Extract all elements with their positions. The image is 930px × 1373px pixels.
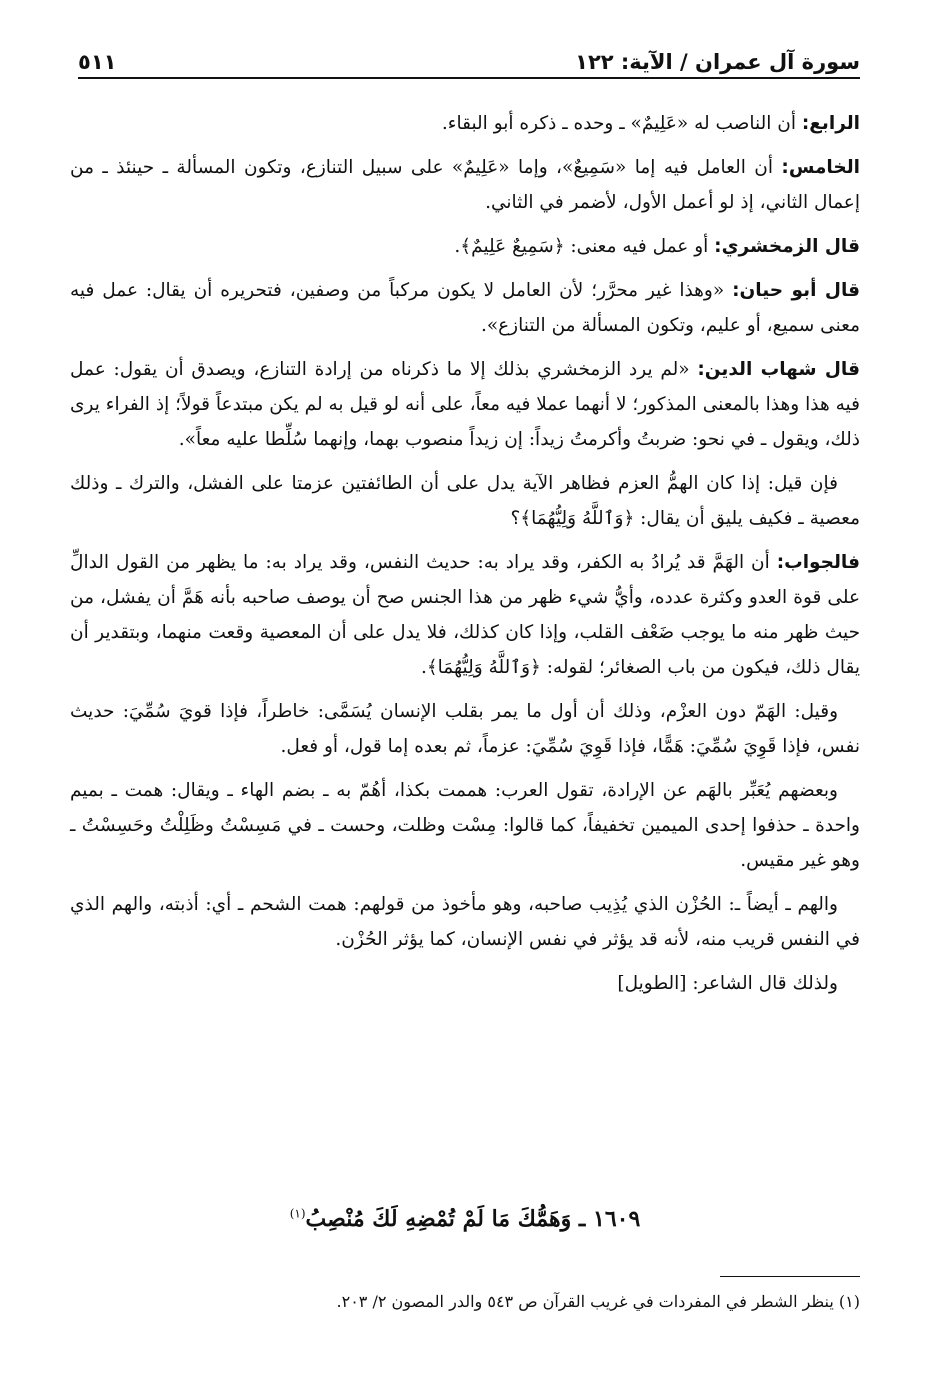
paragraph <box>70 773 860 878</box>
paragraph <box>70 966 860 1001</box>
paragraph-text: أو عمل فيه معنى: ﴿سَمِيعٌ عَلِيمٌ﴾. <box>454 236 715 257</box>
paragraph <box>70 466 860 536</box>
paragraph-text: وبعضهم يُعَبِّر بالهَم عن الإرادة، تقول العرب: هممت بكذا، أهُمّ به ـ بضم الهاء ـ ويقال: همت ـ بميم واحدة ـ حذفوا إحدى الميمين تخفيفاً، كما قالوا: مِسْت وظلت، وحست ـ في مَسِسْتُ وظَلِلْتُ وحَسِسْتُ ـ وهو غير مقيس. <box>70 780 860 871</box>
paragraph <box>70 887 860 957</box>
paragraph <box>70 273 860 343</box>
paragraph-text: فإن قيل: إذا كان الهمُّ العزم فظاهر الآية يدل على أن الطائفتين عزمتا على الفشل، والترك ـ وذلك معصية ـ فكيف يليق أن يقال: ﴿وَٱللَّهُ وَلِيُّهُمَا﴾؟ <box>70 473 860 529</box>
paragraph-lead: قال أبو حيان: <box>732 280 861 301</box>
paragraph-text: «وهذا غير محرَّر؛ لأن العامل لا يكون مركباً من وصفين، فتحريره أن يقال: عمل فيه معنى سميع، أو عليم، وتكون المسألة من التنازع». <box>70 280 860 336</box>
paragraph <box>70 545 860 685</box>
poetry-verse <box>70 1206 860 1232</box>
paragraph <box>70 694 860 764</box>
main-text <box>70 106 860 1010</box>
footnote-divider <box>720 1276 860 1277</box>
paragraph <box>70 352 860 457</box>
paragraph-text: أن الهَمَّ قد يُرادُ به الكفر، وقد يراد به: حديث النفس، وقد يراد به: ما يظهر من القول الدالِّ على قوة العدو وكثرة عدده، وأيُّ شيء ظهر من هذا الجنس صح أن يوصف صاحبه بأنه هَمَّ أن يفشل، من حيث ظهر منه ما يوجب ضَعْف القلب، وإذا كان كذلك، فلا يدل على أن المعصية وقعت منهما، وبتقدير أن يقال ذلك، فيكون من باب الصغائر؛ لقوله: ﴿وَٱللَّهُ وَلِيُّهُمَا﴾. <box>70 552 860 678</box>
paragraph-text: وقيل: الهَمّ دون العزْم، وذلك أن أول ما يمر بقلب الإنسان يُسَمَّى: خاطراً، فإذا قويَ سُمِّيَ: حديث نفس، فإذا قَوِيَ سُمِّيَ: هَمًّا، فإذا قَوِيَ سُمِّيَ: عزماً، ثم بعده إما قول، أو فعل. <box>70 701 860 757</box>
paragraph-text: أن العامل فيه إما «سَمِيعٌ»، وإما «عَلِيمٌ» على سبيل التنازع، وتكون المسألة ـ حينئذ ـ من إعمال الثاني، إذ لو أعمل الأول، لأضمر في الثاني. <box>70 157 860 213</box>
verse-text: ١٦٠٩ ـ وَهَمُّكَ مَا لَمْ تُمْضِهِ لَكَ مُنْصِبُ <box>305 1206 641 1232</box>
paragraph-text: ولذلك قال الشاعر: [الطويل] <box>617 973 838 994</box>
page-header <box>78 34 860 79</box>
paragraph <box>70 106 860 141</box>
paragraph-lead: فالجواب: <box>776 552 860 573</box>
running-title: سورة آل عمران / الآية: ١٢٢ <box>575 50 860 74</box>
paragraph-text: والهم ـ أيضاً ـ: الحُزْن الذي يُذِيب صاحبه، وهو مأخوذ من قولهم: همت الشحم ـ أي: أذبته، والهم الذي في النفس قريب منه، لأنه قد يؤثر في نفس الإنسان، كما يؤثر الحُزْن. <box>70 894 860 950</box>
paragraph-text: «لم يرد الزمخشري بذلك إلا ما ذكرناه من إرادة التنازع، ويصدق أن يقول: عمل فيه هذا وهذا بالمعنى المذكور؛ لا أنهما عملا فيه معاً، على أنه لو قيل به لم يكن مبتدعاً قولاً؛ إذ الفراء يرى ذلك، ويقول ـ في نحو: ضربتُ وأكرمتُ زيداً: إن زيداً منصوب بهما، وإنهما سُلِّطا عليه معاً». <box>70 359 860 450</box>
paragraph <box>70 229 860 264</box>
paragraph-lead: الرابع: <box>801 113 860 134</box>
page-number: ٥١١ <box>78 50 117 74</box>
paragraph-text: أن الناصب له «عَلِيمٌ» ـ وحده ـ ذكره أبو البقاء. <box>441 113 802 134</box>
paragraph-lead: قال شهاب الدين: <box>697 359 860 380</box>
paragraph-lead: قال الزمخشري: <box>714 236 860 257</box>
paragraph-lead: الخامس: <box>781 157 860 178</box>
footnote-reference: (١) <box>289 1206 306 1221</box>
paragraph <box>70 150 860 220</box>
footnote: (١) ينظر الشطر في المفردات في غريب القرآن ص ٥٤٣ والدر المصون ٢/ ٢٠٣. <box>336 1292 860 1311</box>
